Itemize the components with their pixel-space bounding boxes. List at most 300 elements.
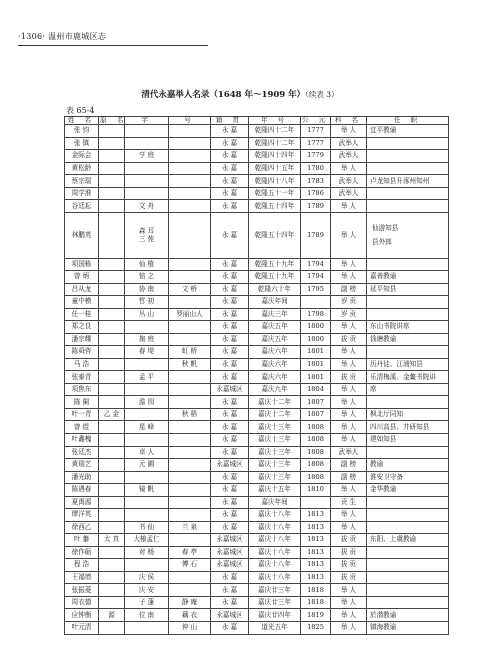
cell-office [367, 509, 449, 522]
cell-office [367, 162, 449, 175]
cell-degree: 武举人 [331, 187, 367, 200]
table-row [65, 521, 449, 534]
cell-courtesy-name: 书 仙 [125, 521, 169, 534]
cell-line: 县外郎 [372, 238, 392, 247]
cell-native-place: 永 嘉 [211, 521, 249, 534]
cell-ad-year: 1807 [301, 396, 331, 409]
table-row [65, 484, 449, 497]
cell-style-name [169, 371, 211, 384]
cell-native-place: 永 嘉 [211, 137, 249, 150]
cell-office: 教谕 [367, 459, 449, 472]
table-row [65, 383, 449, 396]
cell-degree: 岁 贡 [331, 308, 367, 321]
cell-degree: 拔 贡 [331, 546, 367, 559]
table-row [65, 396, 449, 409]
cell-reign-year: 乾隆四十二年 [249, 125, 301, 138]
table-row [65, 509, 449, 522]
cell-courtesy-name: 庆 安 [125, 584, 169, 597]
cell-name: 任一桂 [65, 308, 99, 321]
table-row [65, 559, 449, 572]
cell-courtesy-name: 对 杨 [125, 546, 169, 559]
cell-reign-year: 嘉庆十三年 [249, 434, 301, 447]
cell-line: 仙游知县 [372, 223, 399, 232]
cell-ad-year: 1807 [301, 408, 331, 421]
cell-original-name [99, 521, 125, 534]
cell-original-name [99, 484, 125, 497]
cell-line: 三 苑 [138, 235, 155, 244]
column-header-native-place: 籍 贯 [211, 117, 249, 125]
cell-courtesy-name: 子 蓬 [125, 596, 169, 609]
cell-office [367, 521, 449, 534]
table-row [65, 358, 449, 371]
cell-native-place: 永 嘉 [211, 484, 249, 497]
cell-name: 曾 炳 [65, 271, 99, 284]
cell-courtesy-name: 亨 庭 [125, 150, 169, 163]
cell-courtesy-name: 哲 初 [125, 296, 169, 309]
cell-original-name [99, 212, 125, 258]
cell-reign-year: 嘉庆五年 [249, 333, 301, 346]
cell-name: 曾 煜 [65, 421, 99, 434]
cell-ad-year: 1794 [301, 271, 331, 284]
cell-native-place: 永 嘉 [211, 434, 249, 447]
cell-original-name [99, 150, 125, 163]
table-row [65, 308, 449, 321]
cell-reign-year: 嘉庆九年 [249, 383, 301, 396]
cell-name: 张 钧 [65, 125, 99, 138]
cell-reign-year: 嘉庆十八年 [249, 509, 301, 522]
cell-reign-year: 嘉庆十八年 [249, 559, 301, 572]
cell-ad-year: 1813 [301, 509, 331, 522]
cell-office [367, 571, 449, 584]
column-header-style-name: 号 [169, 117, 211, 125]
cell-office: 建如知县 [367, 434, 449, 447]
cell-style-name [169, 484, 211, 497]
cell-original-name [99, 125, 125, 138]
cell-reign-year: 嘉庆廿四年 [249, 609, 301, 622]
cell-courtesy-name [125, 162, 169, 175]
cell-name: 缪洋英 [65, 509, 99, 522]
cell-courtesy-name [125, 358, 169, 371]
cell-office: 宜平教谕 [367, 125, 449, 138]
cell-degree: 举 人 [331, 396, 367, 409]
cell-original-name [99, 509, 125, 522]
cell-reign-year: 嘉庆三年 [249, 308, 301, 321]
cell-courtesy-name: 孟 平 [125, 371, 169, 384]
table-row [65, 446, 449, 459]
cell-native-place: 永 嘉 [211, 471, 249, 484]
cell-original-name [99, 162, 125, 175]
cell-style-name [169, 446, 211, 459]
cell-reign-year: 嘉庆十三年 [249, 421, 301, 434]
cell-original-name [99, 346, 125, 359]
cell-degree: 举 人 [331, 358, 367, 371]
cell-ad-year: 1808 [301, 459, 331, 472]
cell-degree: 贡 生 [331, 496, 367, 509]
cell-degree: 副 榜 [331, 283, 367, 296]
cell-courtesy-name [125, 471, 169, 484]
cell-name: 郑之良 [65, 321, 99, 334]
cell-native-place: 永嘉城区 [211, 459, 249, 472]
cell-ad-year: 1804 [301, 383, 331, 396]
cell-ad-year: 1808 [301, 471, 331, 484]
cell-reign-year: 嘉庆十八年 [249, 546, 301, 559]
cell-degree: 举 人 [331, 271, 367, 284]
cell-name: 夏禹源 [65, 496, 99, 509]
cell-name: 林鹏英 [65, 212, 99, 258]
cell-original-name [99, 175, 125, 188]
cell-courtesy-name [125, 137, 169, 150]
table-row [65, 434, 449, 447]
cell-original-name [99, 258, 125, 271]
cell-office [367, 446, 449, 459]
table-row [65, 621, 449, 634]
column-header-reign-year: 年 号 [249, 117, 301, 125]
cell-ad-year [301, 496, 331, 509]
cell-ad-year: 1801 [301, 346, 331, 359]
cell-courtesy-name [125, 408, 169, 421]
cell-name: 张振菱 [65, 584, 99, 597]
cell-courtesy-name: 镜 帆 [125, 484, 169, 497]
roster-table [64, 116, 449, 635]
table-row [65, 175, 449, 188]
cell-line: 森 耳 [138, 226, 155, 235]
cell-native-place: 永 嘉 [211, 346, 249, 359]
cell-style-name [169, 584, 211, 597]
cell-courtesy-name: 澹 园 [125, 396, 169, 409]
cell-ad-year: 1825 [301, 621, 331, 634]
cell-original-name [99, 308, 125, 321]
cell-degree: 举 人 [331, 162, 367, 175]
cell-native-place: 永 嘉 [211, 258, 249, 271]
cell-courtesy-name [125, 175, 169, 188]
cell-native-place: 永 嘉 [211, 421, 249, 434]
cell-ad-year: 1779 [301, 150, 331, 163]
cell-degree: 举 人 [331, 584, 367, 597]
cell-ad-year: 1795 [301, 283, 331, 296]
cell-original-name [99, 333, 125, 346]
cell-name: 项国栋 [65, 258, 99, 271]
cell-name: 吕从龙 [65, 283, 99, 296]
cell-courtesy-name [125, 125, 169, 138]
table-row [65, 333, 449, 346]
cell-style-name: 静 庵 [169, 596, 211, 609]
cell-courtesy-name: 卓 人 [125, 446, 169, 459]
cell-office: 历丹徒、江浦知县 [367, 358, 449, 371]
cell-original-name [99, 546, 125, 559]
table-row [65, 571, 449, 584]
cell-style-name [169, 258, 211, 271]
cell-original-name [99, 271, 125, 284]
cell-name: 黄瑞艺 [65, 459, 99, 472]
table-row [65, 546, 449, 559]
cell-native-place: 永嘉城区 [211, 546, 249, 559]
cell-name: 张廷杰 [65, 446, 99, 459]
cell-original-name [99, 434, 125, 447]
cell-original-name: 乙 金 [99, 408, 125, 421]
cell-style-name: 秋 帆 [169, 358, 211, 371]
table-row [65, 125, 449, 138]
cell-office [367, 187, 449, 200]
header-rule [18, 45, 208, 46]
cell-courtesy-name: 掬 庭 [125, 333, 169, 346]
cell-reign-year: 道光五年 [249, 621, 301, 634]
cell-courtesy-name: 文 舟 [125, 200, 169, 213]
cell-ad-year: 1777 [301, 125, 331, 138]
cell-degree: 举 人 [331, 484, 367, 497]
cell-ad-year: 1818 [301, 596, 331, 609]
cell-name: 潘光助 [65, 471, 99, 484]
cell-degree: 拔 贡 [331, 559, 367, 572]
cell-name: 周学淮 [65, 187, 99, 200]
cell-native-place: 永 嘉 [211, 509, 249, 522]
cell-office: 於潜教谕 [367, 609, 449, 622]
table-row [65, 187, 449, 200]
cell-degree: 拔 贡 [331, 534, 367, 547]
cell-original-name [99, 571, 125, 584]
cell-style-name [169, 434, 211, 447]
column-header-courtesy-name: 字 [125, 117, 169, 125]
cell-reign-year: 乾隆四十八年 [249, 175, 301, 188]
cell-name: 项焦东 [65, 383, 99, 396]
cell-native-place: 永 嘉 [211, 212, 249, 258]
cell-reign-year: 乾隆四十五年 [249, 162, 301, 175]
cell-degree: 拔 贡 [331, 371, 367, 384]
table-row [65, 258, 449, 271]
cell-style-name: 虹 桥 [169, 346, 211, 359]
cell-courtesy-name: 锫 之 [125, 271, 169, 284]
cell-native-place: 永 嘉 [211, 446, 249, 459]
cell-style-name [169, 212, 211, 258]
running-head: ·1306· 温州市鹿城区志 [18, 32, 107, 41]
cell-original-name [99, 496, 125, 509]
cell-style-name [169, 175, 211, 188]
cell-style-name [169, 321, 211, 334]
table-row [65, 212, 449, 258]
cell-degree: 举 人 [331, 609, 367, 622]
cell-native-place: 永 嘉 [211, 333, 249, 346]
cell-degree: 举 人 [331, 258, 367, 271]
cell-reign-year: 乾隆四十四年 [249, 150, 301, 163]
cell-name: 陈遇春 [65, 484, 99, 497]
cell-native-place: 永 嘉 [211, 308, 249, 321]
column-header-degree: 科 名 [331, 117, 367, 125]
cell-style-name [169, 509, 211, 522]
cell-degree: 拔 贡 [331, 333, 367, 346]
cell-reign-year: 乾隆六十年 [249, 283, 301, 296]
cell-ad-year: 1783 [301, 175, 331, 188]
cell-original-name [99, 283, 125, 296]
table-row [65, 296, 449, 309]
column-header-name: 姓 名 [65, 117, 99, 125]
cell-reign-year: 嘉庆十二年 [249, 408, 301, 421]
cell-reign-year: 嘉庆廿三年 [249, 596, 301, 609]
cell-style-name [169, 459, 211, 472]
cell-office [367, 150, 449, 163]
cell-degree: 举 人 [331, 125, 367, 138]
table-row [65, 200, 449, 213]
table-row [65, 421, 449, 434]
table-row [65, 283, 449, 296]
cell-courtesy-name: 协 南 [125, 283, 169, 296]
cell-original-name: 太 真 [99, 534, 125, 547]
cell-style-name [169, 421, 211, 434]
cell-original-name [99, 459, 125, 472]
cell-ad-year: 1801 [301, 358, 331, 371]
cell-name: 叶元清 [65, 621, 99, 634]
table-number: 表 65-4 [66, 106, 95, 115]
cell-office: 镇海教谕 [367, 621, 449, 634]
cell-original-name [99, 296, 125, 309]
cell-ad-year: 1813 [301, 534, 331, 547]
column-header-original-name: 原 名 [100, 116, 128, 124]
cell-reign-year: 嘉庆六年 [249, 346, 301, 359]
cell-office [367, 212, 449, 258]
cell-reign-year: 乾隆五十一年 [249, 187, 301, 200]
cell-native-place: 永 嘉 [211, 571, 249, 584]
cell-courtesy-name [125, 496, 169, 509]
cell-name: 马 浩 [65, 358, 99, 371]
cell-degree: 副 榜 [331, 459, 367, 472]
title-continuation: （续表 3） [305, 90, 339, 99]
cell-style-name [169, 496, 211, 509]
cell-name: 蔡宗瑞 [65, 175, 99, 188]
cell-native-place: 永嘉城区 [211, 534, 249, 547]
cell-courtesy-name: 庆 侯 [125, 571, 169, 584]
cell-office: 淮安卫守备 [367, 471, 449, 484]
cell-office [367, 200, 449, 213]
cell-original-name [99, 383, 125, 396]
cell-native-place: 永 嘉 [211, 175, 249, 188]
cell-original-name [99, 559, 125, 572]
cell-native-place: 永 嘉 [211, 321, 249, 334]
cell-courtesy-name [125, 509, 169, 522]
cell-style-name [169, 296, 211, 309]
cell-name: 张泰青 [65, 371, 99, 384]
cell-degree: 举 人 [331, 421, 367, 434]
table-row [65, 346, 449, 359]
cell-name: 叶鑫槐 [65, 434, 99, 447]
cell-style-name [169, 333, 211, 346]
cell-style-name: 秋 梧 [169, 408, 211, 421]
cell-native-place: 永 嘉 [211, 408, 249, 421]
cell-reign-year: 嘉庆十三年 [249, 459, 301, 472]
table-body [65, 125, 449, 635]
cell-name: 应钟衡 [65, 609, 99, 622]
cell-original-name [99, 584, 125, 597]
cell-degree: 拔 贡 [331, 571, 367, 584]
cell-office [367, 396, 449, 409]
cell-name: 叶 蓁 [65, 534, 99, 547]
cell-name: 陈 阑 [65, 396, 99, 409]
cell-degree: 武举人 [331, 175, 367, 188]
table-row [65, 321, 449, 334]
cell-original-name [99, 187, 125, 200]
cell-reign-year: 嘉庆十三年 [249, 471, 301, 484]
cell-degree: 举 人 [331, 521, 367, 534]
cell-office: 四川高县、井研知县 [367, 421, 449, 434]
table-row [65, 137, 449, 150]
cell-ad-year: 1819 [301, 609, 331, 622]
cell-office: 嘉善教谕 [367, 271, 449, 284]
cell-name: 童中模 [65, 296, 99, 309]
cell-native-place: 永 嘉 [211, 596, 249, 609]
cell-name: 金际会 [65, 150, 99, 163]
cell-office: 枫北厅同知 [367, 408, 449, 421]
cell-original-name [99, 200, 125, 213]
cell-courtesy-name [125, 434, 169, 447]
cell-office [367, 137, 449, 150]
cell-courtesy-name: 仙 植 [125, 258, 169, 271]
table-row [65, 162, 449, 175]
title-text: 清代永嘉举人名录（1648 年～1909 年） [141, 90, 306, 100]
cell-native-place: 永嘉城区 [211, 609, 249, 622]
cell-reign-year: 嘉庆六年 [249, 371, 301, 384]
cell-office [367, 496, 449, 509]
cell-native-place: 永 嘉 [211, 125, 249, 138]
cell-original-name [99, 621, 125, 634]
cell-ad-year: 1800 [301, 333, 331, 346]
cell-style-name: 罗丽山人 [169, 308, 211, 321]
cell-office [367, 346, 449, 359]
table-row [65, 271, 449, 284]
cell-native-place: 永 嘉 [211, 162, 249, 175]
cell-office [367, 546, 449, 559]
cell-style-name [169, 471, 211, 484]
cell-degree: 举 人 [331, 596, 367, 609]
cell-reign-year: 乾隆五十四年 [249, 212, 301, 258]
cell-degree: 举 人 [331, 408, 367, 421]
cell-name: 张 镇 [65, 137, 99, 150]
cell-office: 卢龙知县升涿州知州 [367, 175, 449, 188]
cell-ad-year: 1801 [301, 371, 331, 384]
cell-original-name [99, 396, 125, 409]
cell-courtesy-name: 星 峰 [125, 421, 169, 434]
cell-style-name [169, 187, 211, 200]
cell-reign-year: 嘉庆廿三年 [249, 584, 301, 597]
cell-native-place: 永 嘉 [211, 271, 249, 284]
cell-office: 乐清梅溪、金鳌书院讲 [367, 371, 449, 384]
cell-office [367, 258, 449, 271]
cell-ad-year: 1808 [301, 434, 331, 447]
cell-name: 徐西乙 [65, 521, 99, 534]
cell-degree: 举 人 [331, 212, 367, 258]
cell-original-name [99, 321, 125, 334]
cell-style-name: 文 桥 [169, 283, 211, 296]
cell-name: 黄松龄 [65, 162, 99, 175]
cell-style-name [169, 571, 211, 584]
cell-courtesy-name [125, 383, 169, 396]
cell-native-place: 永 嘉 [211, 496, 249, 509]
cell-style-name: 仲 山 [169, 621, 211, 634]
column-header-ad-year: 公 元 [302, 116, 330, 124]
cell-reign-year: 嘉庆年间 [249, 496, 301, 509]
table-row [65, 609, 449, 622]
cell-degree: 举 人 [331, 383, 367, 396]
cell-style-name [169, 125, 211, 138]
page-title [0, 88, 480, 100]
cell-ad-year: 1808 [301, 421, 331, 434]
cell-degree: 举 人 [331, 621, 367, 634]
cell-ad-year: 1808 [301, 446, 331, 459]
cell-native-place: 永 嘉 [211, 283, 249, 296]
cell-degree: 举 人 [331, 200, 367, 213]
cell-office: 席 [367, 383, 449, 396]
cell-native-place: 永 嘉 [211, 187, 249, 200]
cell-style-name [169, 162, 211, 175]
cell-reign-year: 嘉庆十八年 [249, 571, 301, 584]
cell-courtesy-name [125, 212, 169, 258]
cell-style-name [169, 534, 211, 547]
